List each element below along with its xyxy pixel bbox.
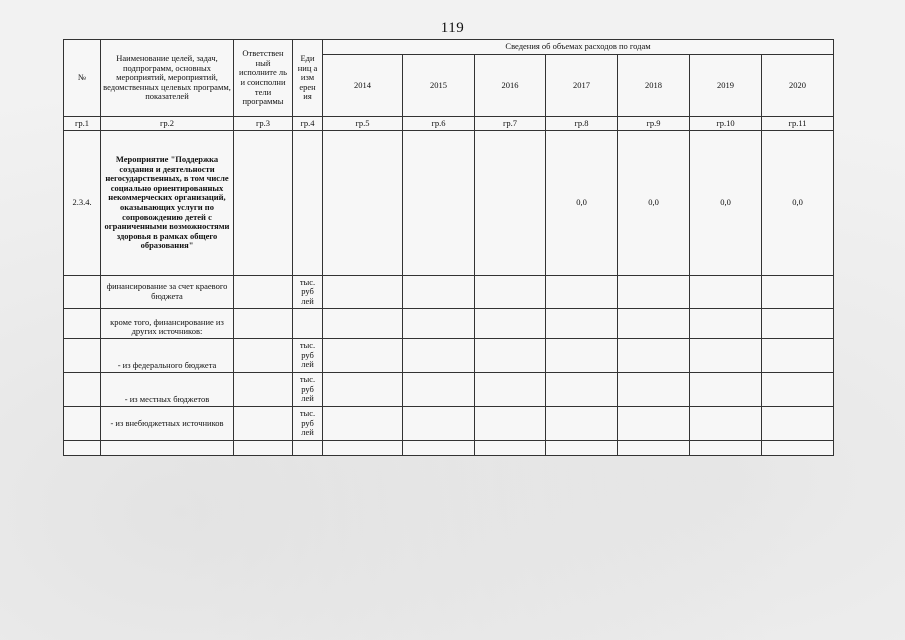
table-row <box>64 309 834 339</box>
row-value <box>618 441 690 456</box>
table-row <box>64 373 834 407</box>
header-year: 2017 <box>546 55 618 117</box>
row-value <box>618 276 690 309</box>
row-executor <box>234 407 293 441</box>
row-unit <box>293 309 323 339</box>
row-number <box>64 407 101 441</box>
row-value <box>762 276 834 309</box>
row-value <box>618 373 690 407</box>
row-value <box>690 441 762 456</box>
row-value <box>323 441 403 456</box>
row-value <box>403 407 475 441</box>
row-name: Мероприятие "Поддержка создания и деятельности негосударственных, в том числе социально ориентированных некоммерческих организаций, оказывающих услуги по сопровождению детей с ограниченными возможностями здоровья в рамках общего образования" <box>101 131 234 276</box>
row-name: - из внебюджетных источников <box>101 407 234 441</box>
row-value <box>690 276 762 309</box>
row-executor <box>234 276 293 309</box>
column-number: гр.2 <box>101 117 234 131</box>
header-year: 2018 <box>618 55 690 117</box>
row-value <box>762 309 834 339</box>
row-value <box>323 309 403 339</box>
header-year: 2016 <box>475 55 546 117</box>
row-executor <box>234 373 293 407</box>
header-year: 2015 <box>403 55 475 117</box>
row-value: 0,0 <box>546 131 618 276</box>
row-executor <box>234 131 293 276</box>
header-executor: Ответствен ный исполните ль и соисполни тели программы <box>234 40 293 117</box>
row-value <box>323 373 403 407</box>
row-number <box>64 441 101 456</box>
row-value <box>618 339 690 373</box>
column-number: гр.8 <box>546 117 618 131</box>
page-number: 119 <box>440 20 465 36</box>
row-value: 0,0 <box>618 131 690 276</box>
table-row <box>64 276 834 309</box>
header-no: № <box>64 40 101 117</box>
row-value <box>323 276 403 309</box>
row-number <box>64 309 101 339</box>
row-value <box>618 407 690 441</box>
row-unit: тыс. руб лей <box>293 373 323 407</box>
row-value: 0,0 <box>762 131 834 276</box>
row-value <box>403 373 475 407</box>
row-value <box>690 407 762 441</box>
row-value <box>403 339 475 373</box>
row-value <box>546 407 618 441</box>
row-value <box>403 131 475 276</box>
row-executor <box>234 309 293 339</box>
row-executor <box>234 339 293 373</box>
row-value <box>546 339 618 373</box>
row-number <box>64 339 101 373</box>
row-name: кроме того, финансирование из других источников: <box>101 309 234 339</box>
header-year: 2014 <box>323 55 403 117</box>
row-unit: тыс. руб лей <box>293 407 323 441</box>
row-value <box>403 441 475 456</box>
row-value <box>762 339 834 373</box>
row-value <box>690 373 762 407</box>
row-name <box>101 441 234 456</box>
column-number: гр.7 <box>475 117 546 131</box>
header-expenses-title: Сведения об объемах расходов по годам <box>323 40 834 55</box>
row-value <box>475 309 546 339</box>
row-value <box>618 309 690 339</box>
column-number: гр.5 <box>323 117 403 131</box>
row-value: 0,0 <box>690 131 762 276</box>
row-name: - из местных бюджетов <box>101 373 234 407</box>
row-name: финансирование за счет краевого бюджета <box>101 276 234 309</box>
header-row-1 <box>64 40 834 55</box>
row-number: 2.3.4. <box>64 131 101 276</box>
row-value <box>475 276 546 309</box>
column-number: гр.4 <box>293 117 323 131</box>
row-value <box>690 339 762 373</box>
row-value <box>546 309 618 339</box>
row-value <box>762 373 834 407</box>
row-value <box>475 407 546 441</box>
row-value <box>762 441 834 456</box>
column-number: гр.1 <box>64 117 101 131</box>
row-executor <box>234 441 293 456</box>
column-number: гр.10 <box>690 117 762 131</box>
row-value <box>546 441 618 456</box>
row-value <box>546 373 618 407</box>
row-value <box>323 339 403 373</box>
row-value <box>403 276 475 309</box>
row-value <box>546 276 618 309</box>
column-number: гр.6 <box>403 117 475 131</box>
header-year: 2019 <box>690 55 762 117</box>
row-unit <box>293 441 323 456</box>
row-unit: тыс. руб лей <box>293 276 323 309</box>
row-name: - из федерального бюджета <box>101 339 234 373</box>
header-year: 2020 <box>762 55 834 117</box>
table-row <box>64 407 834 441</box>
expenses-table <box>63 39 834 456</box>
row-unit: тыс. руб лей <box>293 339 323 373</box>
header-name: Наименование целей, задач, подпрограмм, основных мероприятий, мероприятий, ведомственных целевых программ, показателей <box>101 40 234 117</box>
row-value <box>323 407 403 441</box>
row-value <box>690 309 762 339</box>
row-value <box>475 441 546 456</box>
row-number <box>64 276 101 309</box>
row-number <box>64 373 101 407</box>
table-row-empty <box>64 441 834 456</box>
column-number: гр.11 <box>762 117 834 131</box>
row-value <box>762 407 834 441</box>
column-number: гр.9 <box>618 117 690 131</box>
row-unit <box>293 131 323 276</box>
row-value <box>475 131 546 276</box>
header-unit: Еди ниц а изм ерен ия <box>293 40 323 117</box>
row-value <box>403 309 475 339</box>
row-value <box>475 373 546 407</box>
table-row-activity <box>64 131 834 276</box>
column-number: гр.3 <box>234 117 293 131</box>
row-value <box>323 131 403 276</box>
table-row <box>64 339 834 373</box>
row-value <box>475 339 546 373</box>
column-numbers-row <box>64 117 834 131</box>
